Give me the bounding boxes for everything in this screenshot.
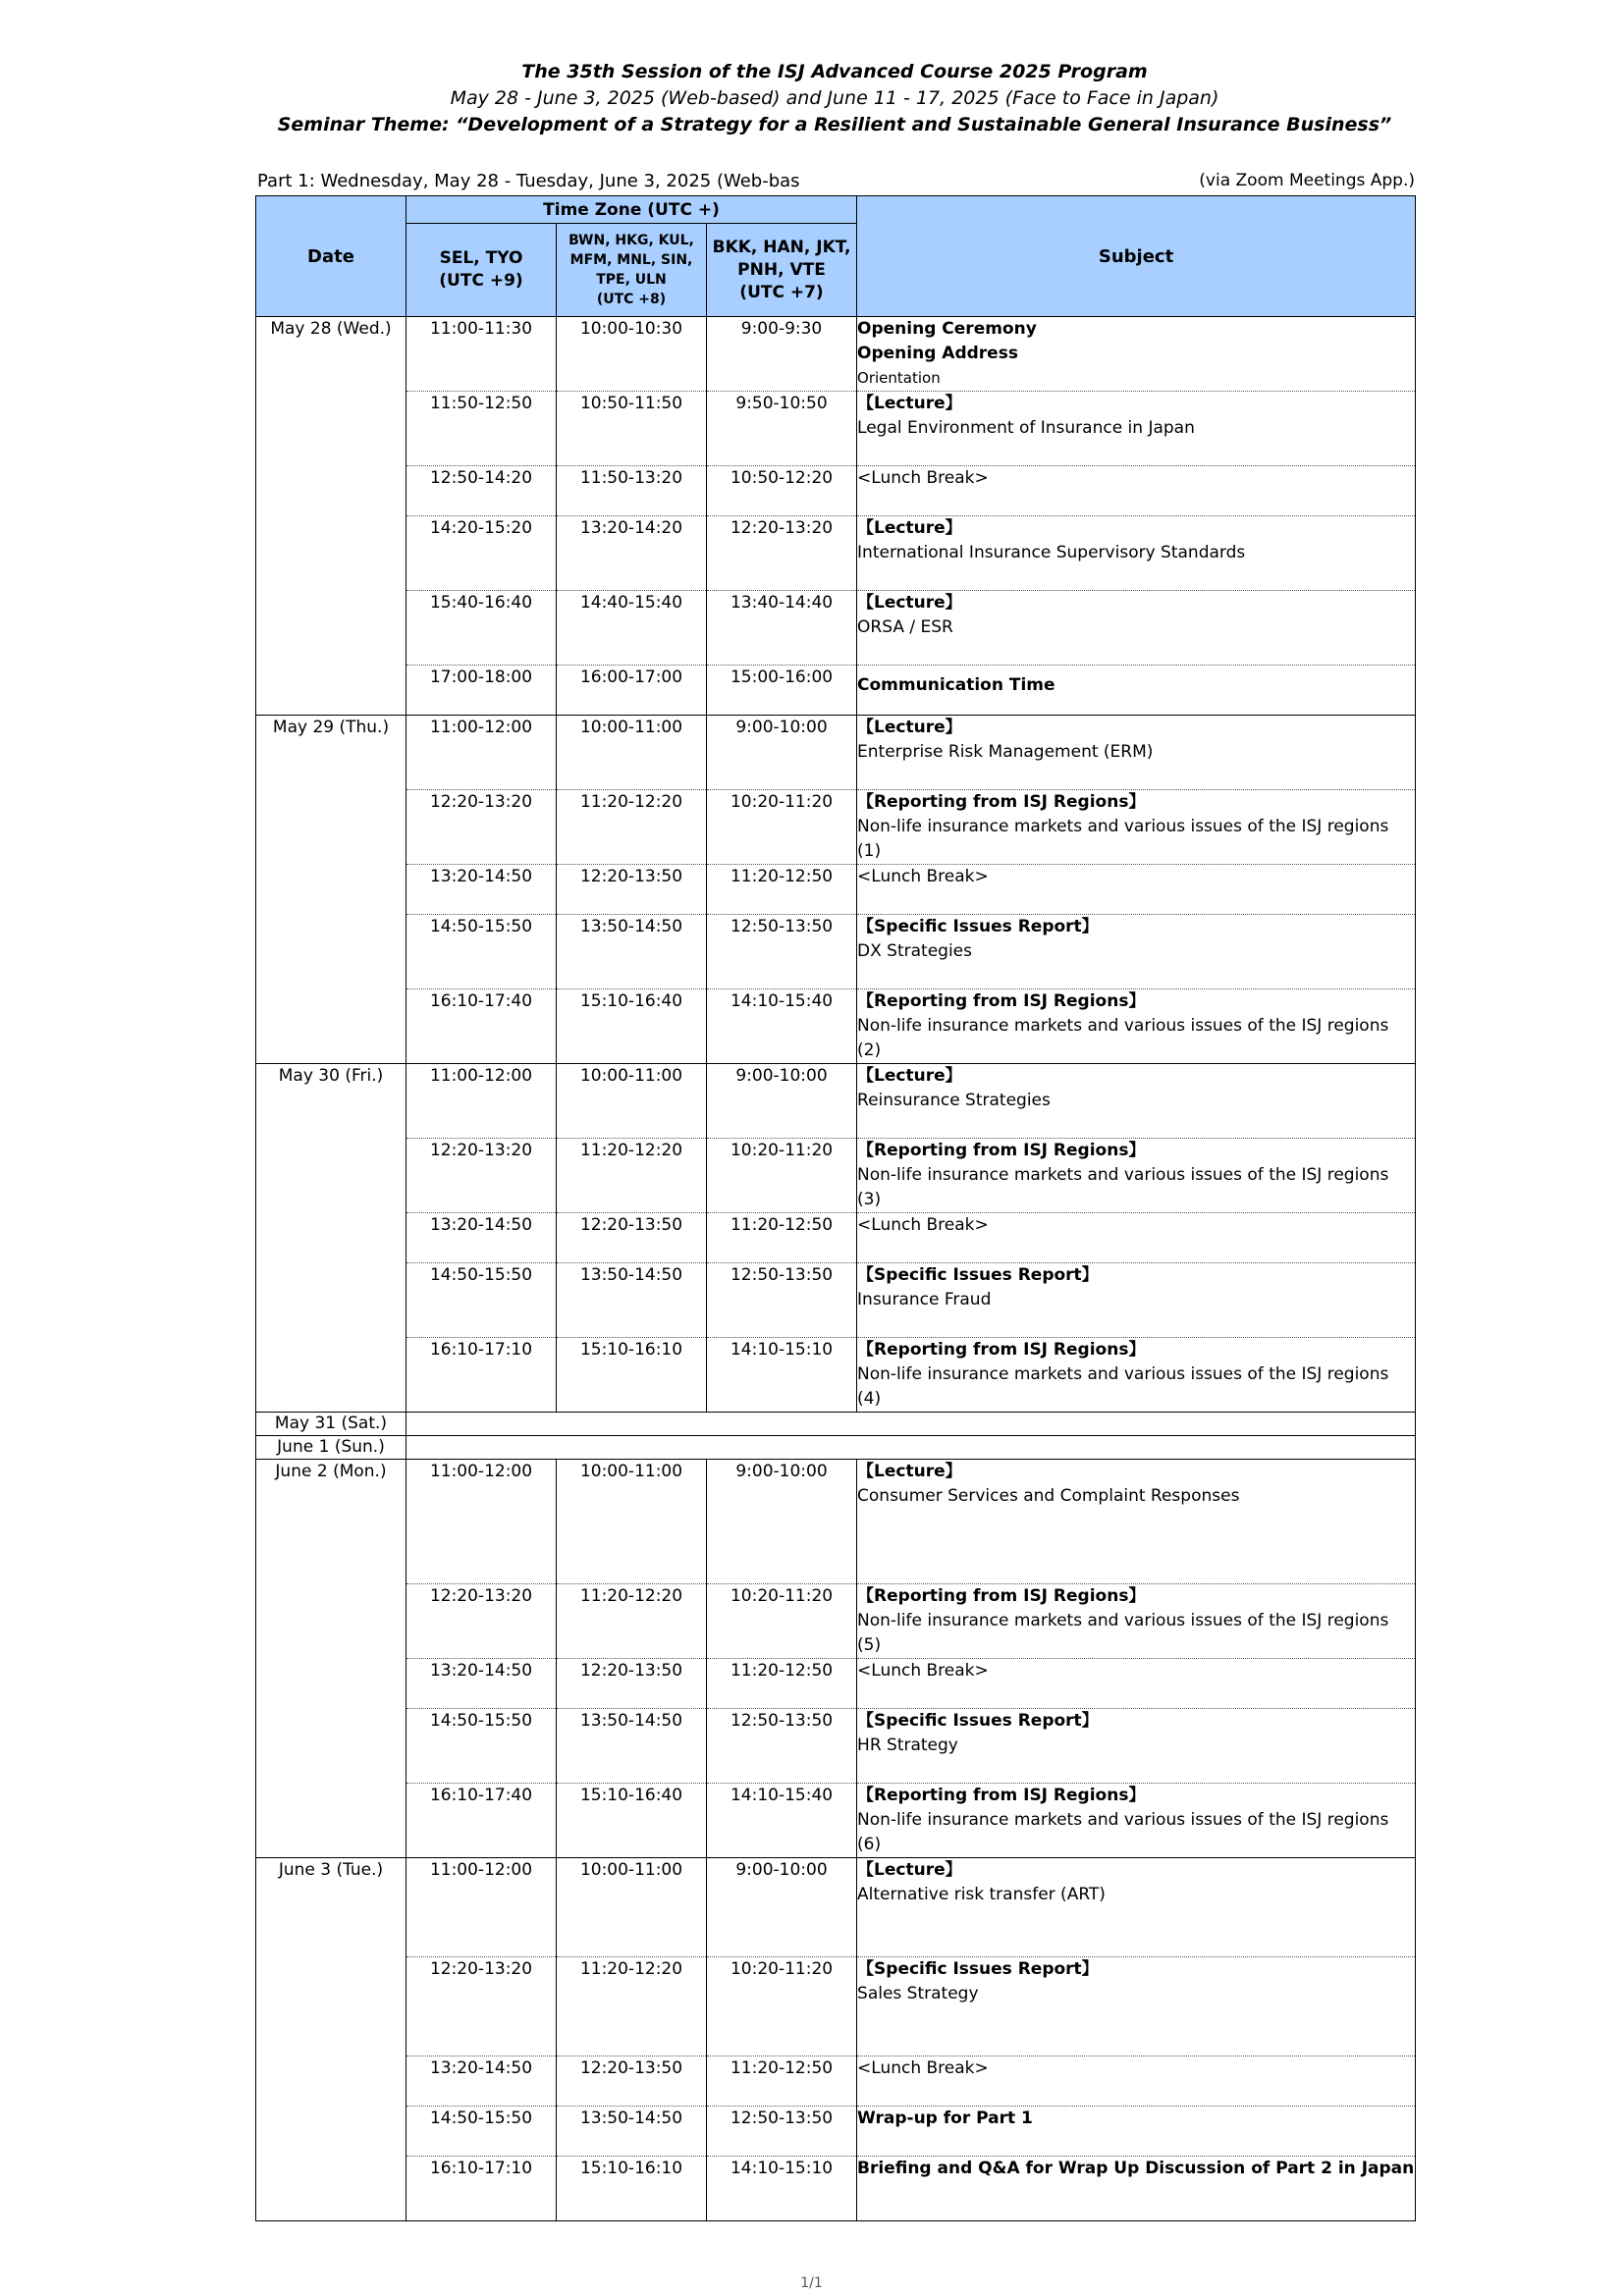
time-utc7: 9:00-10:00 xyxy=(707,1858,857,1957)
subject-text: <Lunch Break> xyxy=(857,867,989,886)
session-subject xyxy=(857,591,1416,666)
subject-text: Non-life insurance markets and various issues of the ISJ regions (6) xyxy=(857,1810,1389,1854)
time-utc9: 11:00-12:00 xyxy=(406,716,557,790)
time-utc9: 13:20-14:50 xyxy=(406,865,557,915)
subject-text: Reinsurance Strategies xyxy=(857,1091,1051,1110)
time-utc7: 12:50-13:50 xyxy=(707,915,857,989)
time-utc7: 14:10-15:40 xyxy=(707,1784,857,1858)
session-subject xyxy=(857,1460,1416,1584)
time-utc8: 13:50-14:50 xyxy=(557,1263,707,1338)
subject-heading: 【Specific Issues Report】 xyxy=(857,1711,1099,1731)
session-subject xyxy=(857,790,1416,865)
session-row xyxy=(256,1659,1416,1709)
time-utc7: 10:50-12:20 xyxy=(707,466,857,516)
subject-text: <Lunch Break> xyxy=(857,2058,989,2078)
time-utc7: 11:20-12:50 xyxy=(707,1659,857,1709)
session-subject xyxy=(857,915,1416,989)
session-row xyxy=(256,1584,1416,1659)
time-utc8: 10:00-10:30 xyxy=(557,317,707,392)
page-number: 1/1 xyxy=(800,2275,823,2291)
subject-heading: Communication Time xyxy=(857,675,1055,695)
session-subject xyxy=(857,1139,1416,1213)
day-date: May 31 (Sat.) xyxy=(256,1413,406,1436)
time-utc7: 15:00-16:00 xyxy=(707,666,857,716)
session-row xyxy=(256,1139,1416,1213)
day-empty xyxy=(406,1413,1416,1436)
zone-utc7-header: BKK, HAN, JKT, PNH, VTE (UTC +7) xyxy=(707,224,857,317)
time-utc8: 12:20-13:50 xyxy=(557,1213,707,1263)
time-utc9: 16:10-17:40 xyxy=(406,989,557,1064)
subject-text: <Lunch Break> xyxy=(857,1215,989,1235)
time-utc9: 13:20-14:50 xyxy=(406,1659,557,1709)
time-utc7: 11:20-12:50 xyxy=(707,2056,857,2107)
subject-heading: 【Lecture】 xyxy=(857,1066,962,1086)
day-row xyxy=(256,1413,1416,1436)
time-utc8: 12:20-13:50 xyxy=(557,1659,707,1709)
session-subject xyxy=(857,2056,1416,2107)
time-utc7: 9:00-10:00 xyxy=(707,1460,857,1584)
session-row xyxy=(256,915,1416,989)
subject-heading: 【Lecture】 xyxy=(857,518,962,538)
session-subject xyxy=(857,466,1416,516)
seminar-theme: Seminar Theme: “Development of a Strategy for a Resilient and Sustainable General Insurance Business” xyxy=(277,114,1392,135)
time-utc8: 13:50-14:50 xyxy=(557,1709,707,1784)
subject-text: Insurance Fraud xyxy=(857,1290,992,1309)
day-date: May 30 (Fri.) xyxy=(256,1064,406,1413)
session-row xyxy=(256,2056,1416,2107)
subject-text: Legal Environment of Insurance in Japan xyxy=(857,418,1195,438)
subject-text: Non-life insurance markets and various issues of the ISJ regions (5) xyxy=(857,1611,1389,1655)
time-utc9: 16:10-17:10 xyxy=(406,2157,557,2221)
time-utc7: 9:50-10:50 xyxy=(707,392,857,466)
time-utc9: 11:00-12:00 xyxy=(406,1064,557,1139)
time-utc8: 10:00-11:00 xyxy=(557,1460,707,1584)
session-subject xyxy=(857,716,1416,790)
time-utc7: 10:20-11:20 xyxy=(707,1957,857,2056)
time-utc8: 11:20-12:20 xyxy=(557,1957,707,2056)
time-utc8: 11:20-12:20 xyxy=(557,1584,707,1659)
subject-text: Consumer Services and Complaint Responses xyxy=(857,1486,1240,1506)
time-utc7: 13:40-14:40 xyxy=(707,591,857,666)
session-subject xyxy=(857,666,1416,716)
day-date: June 1 (Sun.) xyxy=(256,1436,406,1460)
session-row xyxy=(256,516,1416,591)
subject-text: Alternative risk transfer (ART) xyxy=(857,1885,1106,1904)
session-subject xyxy=(857,1659,1416,1709)
session-row xyxy=(256,2107,1416,2157)
time-utc9: 13:20-14:50 xyxy=(406,1213,557,1263)
zone-utc9-header: SEL, TYO (UTC +9) xyxy=(406,224,557,317)
schedule-body xyxy=(256,317,1416,2221)
time-utc8: 10:00-11:00 xyxy=(557,1858,707,1957)
subject-text: Orientation xyxy=(857,369,941,387)
session-subject xyxy=(857,1957,1416,2056)
time-utc7: 14:10-15:10 xyxy=(707,1338,857,1413)
time-utc8: 11:50-13:20 xyxy=(557,466,707,516)
session-row xyxy=(256,865,1416,915)
session-subject xyxy=(857,1709,1416,1784)
subject-text: Non-life insurance markets and various issues of the ISJ regions (2) xyxy=(857,1016,1389,1060)
subject-text: International Insurance Supervisory Standards xyxy=(857,543,1246,562)
session-row xyxy=(256,1263,1416,1338)
time-utc8: 13:20-14:20 xyxy=(557,516,707,591)
time-utc9: 14:20-15:20 xyxy=(406,516,557,591)
subject-heading: 【Reporting from ISJ Regions】 xyxy=(857,991,1146,1011)
time-utc9: 13:20-14:50 xyxy=(406,2056,557,2107)
day-date: May 28 (Wed.) xyxy=(256,317,406,716)
time-utc7: 9:00-10:00 xyxy=(707,1064,857,1139)
day-date: May 29 (Thu.) xyxy=(256,716,406,1064)
part-subheading xyxy=(255,171,1415,192)
subject-heading: 【Reporting from ISJ Regions】 xyxy=(857,792,1146,812)
session-row xyxy=(256,1784,1416,1858)
session-subject xyxy=(857,1064,1416,1139)
subject-heading: Opening Ceremony xyxy=(857,319,1037,339)
schedule-header xyxy=(256,196,1416,317)
time-utc9: 16:10-17:10 xyxy=(406,1338,557,1413)
subject-heading: 【Reporting from ISJ Regions】 xyxy=(857,1141,1146,1160)
subject-text: <Lunch Break> xyxy=(857,468,989,488)
session-subject xyxy=(857,1338,1416,1413)
zoom-note: (via Zoom Meetings App.) xyxy=(1199,171,1415,190)
time-utc7: 12:20-13:20 xyxy=(707,516,857,591)
time-utc9: 14:50-15:50 xyxy=(406,915,557,989)
time-utc7: 10:20-11:20 xyxy=(707,790,857,865)
session-row xyxy=(256,392,1416,466)
time-utc7: 11:20-12:50 xyxy=(707,865,857,915)
day-row xyxy=(256,1436,1416,1460)
subject-heading: 【Specific Issues Report】 xyxy=(857,1265,1099,1285)
time-utc7: 12:50-13:50 xyxy=(707,2107,857,2157)
time-utc8: 10:50-11:50 xyxy=(557,392,707,466)
session-row xyxy=(256,989,1416,1064)
time-utc8: 15:10-16:10 xyxy=(557,2157,707,2221)
subject-text: Non-life insurance markets and various issues of the ISJ regions (4) xyxy=(857,1364,1389,1409)
time-utc8: 10:00-11:00 xyxy=(557,1064,707,1139)
time-utc8: 13:50-14:50 xyxy=(557,915,707,989)
time-utc7: 12:50-13:50 xyxy=(707,1709,857,1784)
time-utc9: 14:50-15:50 xyxy=(406,1263,557,1338)
time-utc7: 10:20-11:20 xyxy=(707,1584,857,1659)
time-utc8: 14:40-15:40 xyxy=(557,591,707,666)
subject-heading: Briefing and Q&A for Wrap Up Discussion of Part 2 in Japan xyxy=(857,2159,1415,2178)
session-subject xyxy=(857,392,1416,466)
schedule-table xyxy=(255,195,1416,2221)
day-empty xyxy=(406,1436,1416,1460)
time-utc8: 15:10-16:40 xyxy=(557,1784,707,1858)
time-utc8: 15:10-16:40 xyxy=(557,989,707,1064)
subject-heading: Wrap-up for Part 1 xyxy=(857,2109,1033,2128)
subject-text: ORSA / ESR xyxy=(857,617,953,637)
subject-column-header: Subject xyxy=(857,196,1416,317)
subject-heading: 【Lecture】 xyxy=(857,394,962,413)
time-utc9: 12:50-14:20 xyxy=(406,466,557,516)
time-utc7: 11:20-12:50 xyxy=(707,1213,857,1263)
session-subject xyxy=(857,1784,1416,1858)
subject-text: Non-life insurance markets and various issues of the ISJ regions (3) xyxy=(857,1165,1389,1209)
session-subject xyxy=(857,317,1416,392)
time-utc8: 11:20-12:20 xyxy=(557,1139,707,1213)
subject-heading: 【Reporting from ISJ Regions】 xyxy=(857,1586,1146,1606)
session-subject xyxy=(857,2107,1416,2157)
subject-heading: 【Specific Issues Report】 xyxy=(857,1959,1099,1979)
subject-heading: 【Lecture】 xyxy=(857,718,962,737)
time-utc9: 11:00-12:00 xyxy=(406,1460,557,1584)
subject-text: Sales Strategy xyxy=(857,1984,979,2003)
time-utc7: 10:20-11:20 xyxy=(707,1139,857,1213)
day-date: June 3 (Tue.) xyxy=(256,1858,406,2221)
time-utc7: 14:10-15:10 xyxy=(707,2157,857,2221)
time-utc9: 12:20-13:20 xyxy=(406,790,557,865)
time-utc9: 15:40-16:40 xyxy=(406,591,557,666)
time-utc8: 13:50-14:50 xyxy=(557,2107,707,2157)
subject-text: Non-life insurance markets and various issues of the ISJ regions (1) xyxy=(857,817,1389,861)
session-row xyxy=(256,1213,1416,1263)
time-utc9: 12:20-13:20 xyxy=(406,1584,557,1659)
time-utc9: 11:00-11:30 xyxy=(406,317,557,392)
session-row xyxy=(256,1338,1416,1413)
subject-text: <Lunch Break> xyxy=(857,1661,989,1681)
date-column-header: Date xyxy=(256,196,406,317)
program-title: The 35th Session of the ISJ Advanced Course 2025 Program xyxy=(521,61,1148,82)
time-utc9: 11:00-12:00 xyxy=(406,1858,557,1957)
session-row xyxy=(256,591,1416,666)
subject-heading: 【Lecture】 xyxy=(857,593,962,613)
subject-text: Enterprise Risk Management (ERM) xyxy=(857,742,1154,762)
session-row xyxy=(256,1957,1416,2056)
subject-heading: Opening Address xyxy=(857,344,1018,363)
time-utc9: 12:20-13:20 xyxy=(406,1139,557,1213)
subject-heading: 【Lecture】 xyxy=(857,1462,962,1481)
program-header xyxy=(0,59,1623,138)
subject-heading: 【Reporting from ISJ Regions】 xyxy=(857,1786,1146,1805)
time-utc8: 10:00-11:00 xyxy=(557,716,707,790)
subject-heading: 【Specific Issues Report】 xyxy=(857,917,1099,936)
session-row xyxy=(256,790,1416,865)
time-utc7: 12:50-13:50 xyxy=(707,1263,857,1338)
session-row xyxy=(256,716,1416,790)
time-utc7: 9:00-9:30 xyxy=(707,317,857,392)
time-utc8: 12:20-13:50 xyxy=(557,2056,707,2107)
session-subject xyxy=(857,1213,1416,1263)
session-row xyxy=(256,466,1416,516)
session-row xyxy=(256,666,1416,716)
session-subject xyxy=(857,865,1416,915)
session-row xyxy=(256,1858,1416,1957)
time-utc8: 15:10-16:10 xyxy=(557,1338,707,1413)
time-utc8: 11:20-12:20 xyxy=(557,790,707,865)
subject-text: HR Strategy xyxy=(857,1735,958,1755)
zone-utc8-header: BWN, HKG, KUL, MFM, MNL, SIN, TPE, ULN (UTC +8) xyxy=(557,224,707,317)
time-utc9: 16:10-17:40 xyxy=(406,1784,557,1858)
part-label: Part 1: Wednesday, May 28 - Tuesday, June 3, 2025 (Web-bas xyxy=(257,171,800,191)
subject-heading: 【Reporting from ISJ Regions】 xyxy=(857,1340,1146,1360)
subject-heading: 【Lecture】 xyxy=(857,1860,962,1880)
time-utc8: 12:20-13:50 xyxy=(557,865,707,915)
session-subject xyxy=(857,1858,1416,1957)
time-utc9: 17:00-18:00 xyxy=(406,666,557,716)
time-utc7: 9:00-10:00 xyxy=(707,716,857,790)
time-utc7: 14:10-15:40 xyxy=(707,989,857,1064)
subject-text: DX Strategies xyxy=(857,941,972,961)
session-row xyxy=(256,1460,1416,1584)
day-date: June 2 (Mon.) xyxy=(256,1460,406,1858)
time-zone-header: Time Zone (UTC +) xyxy=(406,196,857,224)
session-subject xyxy=(857,989,1416,1064)
time-utc9: 12:20-13:20 xyxy=(406,1957,557,2056)
session-subject xyxy=(857,1263,1416,1338)
program-dates: May 28 - June 3, 2025 (Web-based) and June 11 - 17, 2025 (Face to Face in Japan) xyxy=(450,87,1219,109)
session-row xyxy=(256,1709,1416,1784)
time-utc9: 14:50-15:50 xyxy=(406,2107,557,2157)
session-row xyxy=(256,317,1416,392)
session-subject xyxy=(857,1584,1416,1659)
time-utc9: 14:50-15:50 xyxy=(406,1709,557,1784)
session-subject xyxy=(857,2157,1416,2221)
session-row xyxy=(256,1064,1416,1139)
session-row xyxy=(256,2157,1416,2221)
session-subject xyxy=(857,516,1416,591)
time-utc9: 11:50-12:50 xyxy=(406,392,557,466)
time-utc8: 16:00-17:00 xyxy=(557,666,707,716)
